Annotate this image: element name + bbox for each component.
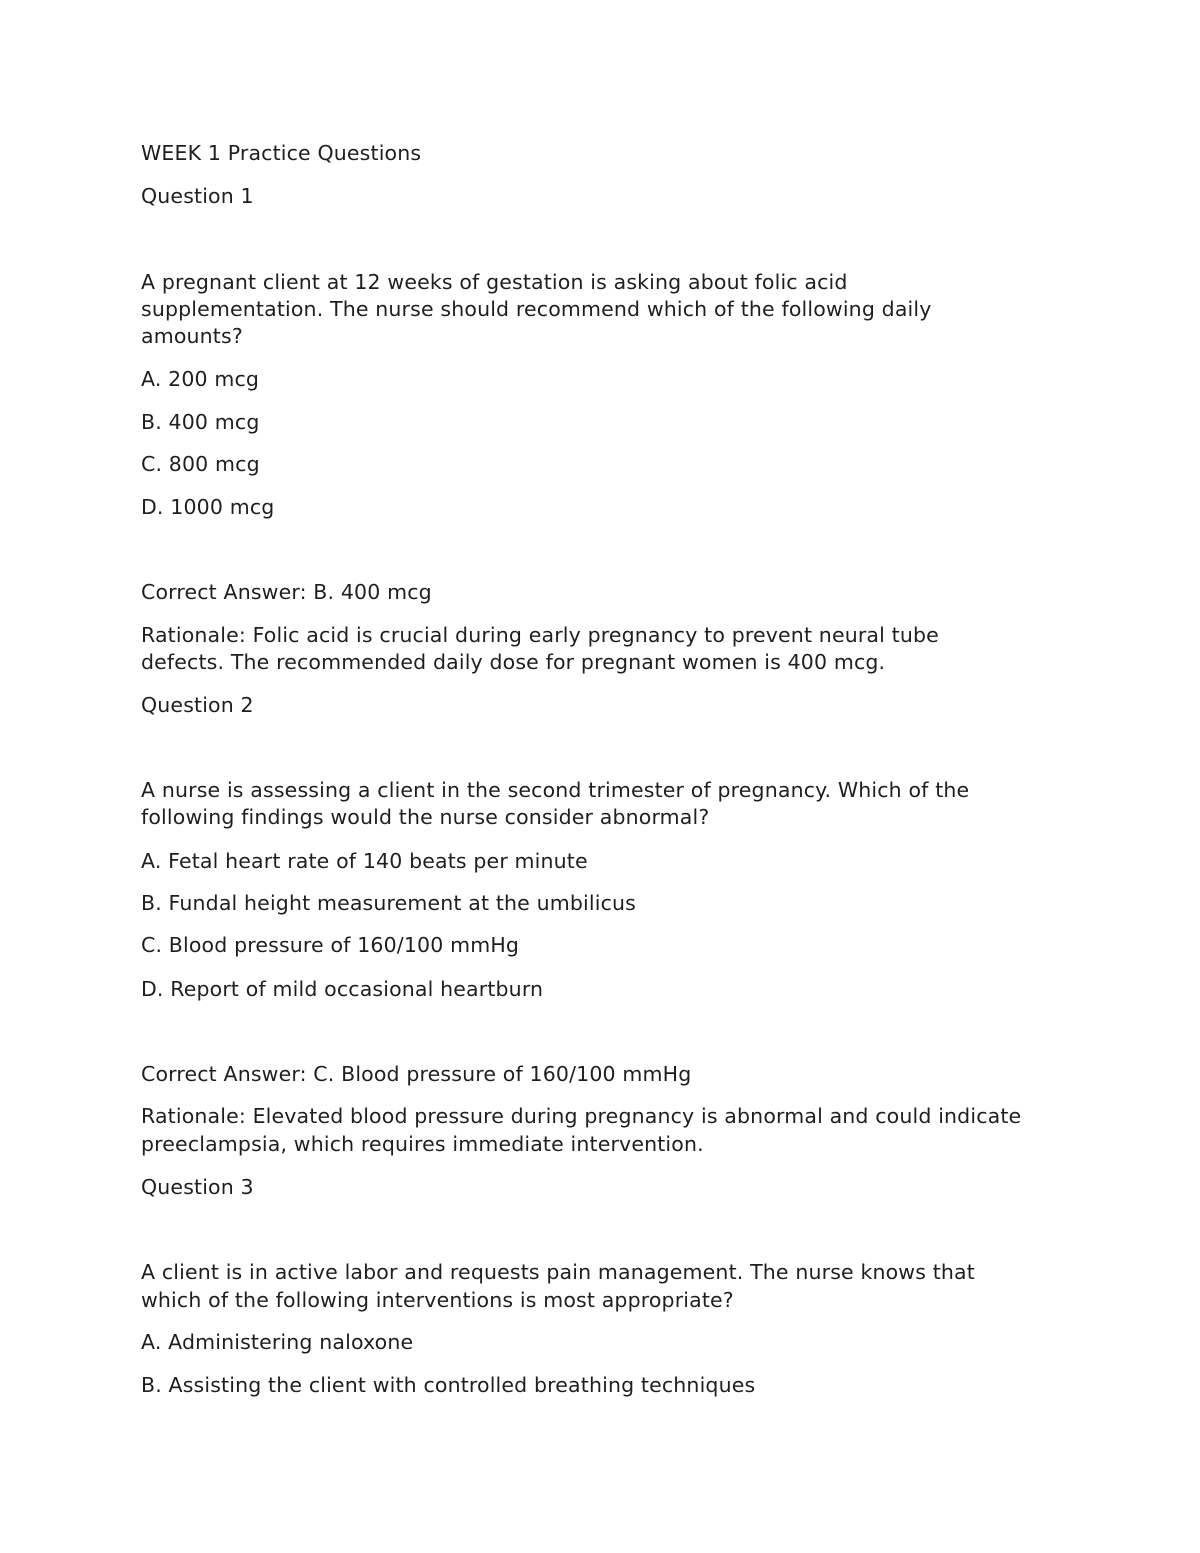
question-2-stem-line: following findings would the nurse consider abnormal? — [141, 805, 710, 829]
question-1-option-d: D. 1000 mcg — [141, 495, 275, 519]
question-2-rationale-line: Rationale: Elevated blood pressure during pregnancy is abnormal and could indicate — [141, 1104, 1022, 1128]
question-3-stem-line: which of the following interventions is most appropriate? — [141, 1288, 734, 1312]
question-2-option-a: A. Fetal heart rate of 140 beats per minute — [141, 849, 588, 873]
question-2-option-b: B. Fundal height measurement at the umbilicus — [141, 891, 636, 915]
question-2-option-d: D. Report of mild occasional heartburn — [141, 977, 544, 1001]
question-1-rationale-line: Rationale: Folic acid is crucial during early pregnancy to prevent neural tube — [141, 623, 939, 647]
question-2-stem-line: A nurse is assessing a client in the second trimester of pregnancy. Which of the — [141, 778, 970, 802]
document-title: WEEK 1 Practice Questions — [141, 141, 422, 165]
question-1-correct-answer: Correct Answer: B. 400 mcg — [141, 580, 432, 604]
question-3-stem-line: A client is in active labor and requests pain management. The nurse knows that — [141, 1260, 975, 1284]
question-3-option-a: A. Administering naloxone — [141, 1330, 414, 1354]
question-1-option-a: A. 200 mcg — [141, 367, 260, 391]
question-2-rationale-line: preeclampsia, which requires immediate intervention. — [141, 1132, 704, 1156]
question-1-rationale-line: defects. The recommended daily dose for pregnant women is 400 mcg. — [141, 650, 886, 674]
question-1-heading: Question 1 — [141, 184, 254, 208]
question-2-option-c: C. Blood pressure of 160/100 mmHg — [141, 933, 520, 957]
question-1-option-c: C. 800 mcg — [141, 452, 260, 476]
question-1-stem-line: supplementation. The nurse should recommend which of the following daily — [141, 297, 932, 321]
question-1-stem-line: A pregnant client at 12 weeks of gestation is asking about folic acid — [141, 270, 848, 294]
question-3-option-b: B. Assisting the client with controlled breathing techniques — [141, 1373, 756, 1397]
question-1-stem-line: amounts? — [141, 324, 243, 348]
question-1-option-b: B. 400 mcg — [141, 410, 260, 434]
question-2-correct-answer: Correct Answer: C. Blood pressure of 160/100 mmHg — [141, 1062, 692, 1086]
question-3-heading: Question 3 — [141, 1175, 254, 1199]
question-2-heading: Question 2 — [141, 693, 254, 717]
